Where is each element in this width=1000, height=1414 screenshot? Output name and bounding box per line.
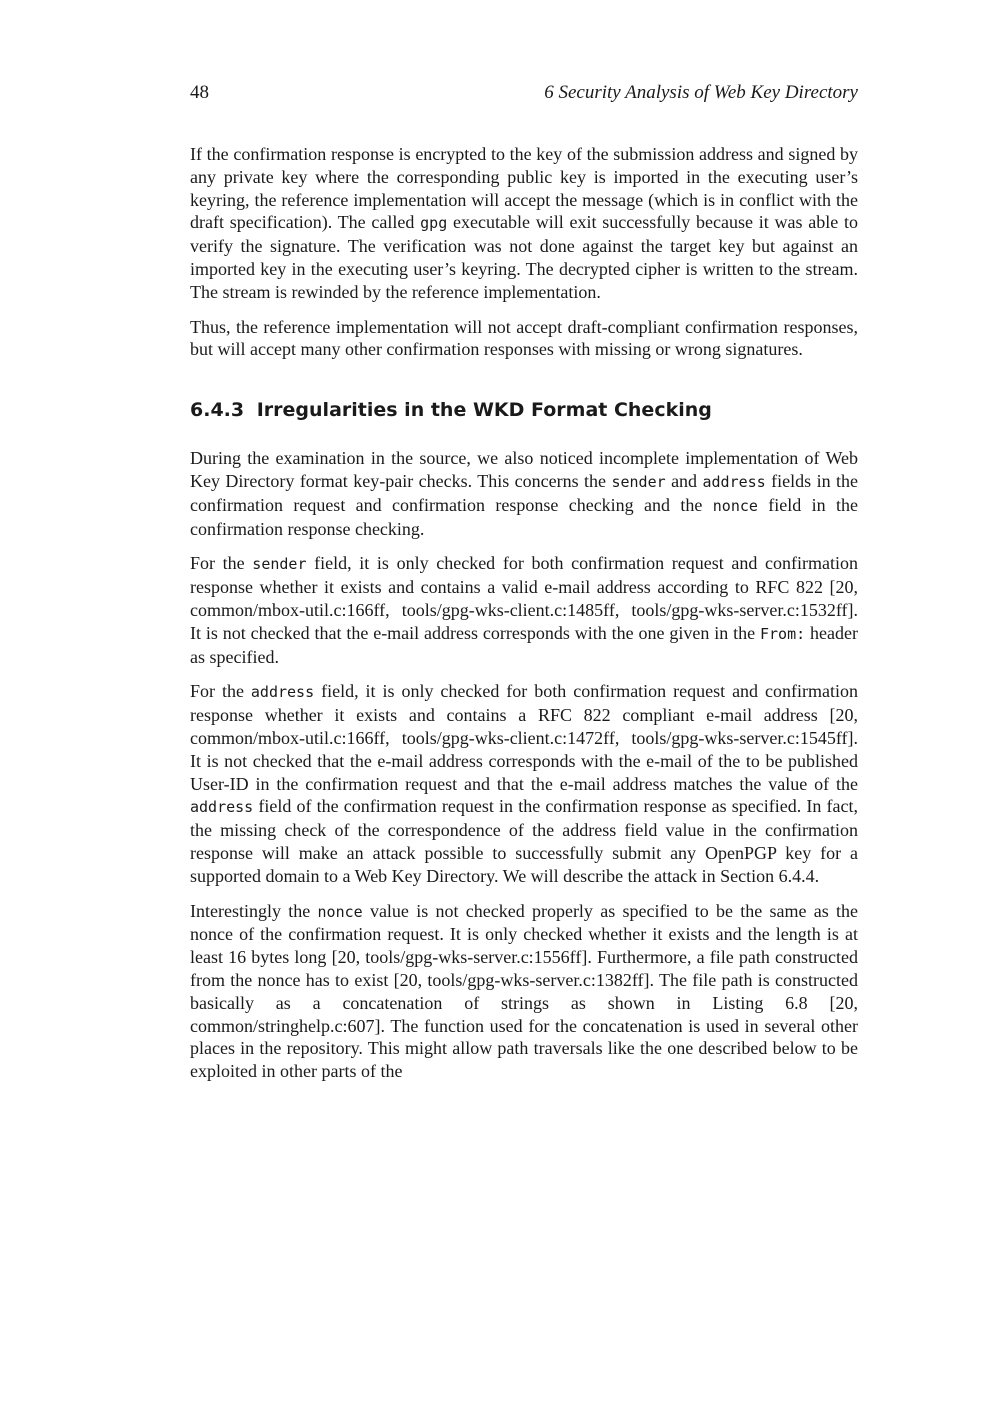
code-from-header: From:: [760, 624, 806, 643]
code-sender: sender: [252, 555, 307, 574]
paragraph-1: [190, 143, 858, 304]
paragraph-6: [190, 900, 858, 1083]
text-span: Interestingly the: [190, 900, 318, 921]
text-span: fields in the confirmation request and confirmation response checking and the: [190, 470, 858, 515]
code-nonce: nonce: [712, 496, 758, 515]
text-span: During the examination in the source, we also noticed incomplete implementation of Web Key Directory format key-pair checks. This concerns the: [190, 448, 858, 491]
text-span: field, it is only checked for both confirmation request and confirmation response whether it exists and contains a RFC 822 compliant e-mail address [20, common/mbox-util.c:166ff, tools/gpg-wks-client.c:1472ff, tools/gpg-wks-server.c:1545ff]. It is not checked that the e-mail address corresponds with the e-mail of the to be published User-ID in the confirmation request and that the e-mail address matches the value of the: [190, 681, 858, 794]
text-span: For the: [190, 681, 251, 702]
paragraph-4: [190, 552, 858, 668]
text-span: field in the confirmation response checking.: [190, 494, 858, 539]
text-span: executable will exit successfully because it was able to verify the signature. The verification was not done against the target key but against an imported key in the executing user’s keyring. The decrypted cipher is written to the stream. The stream is rewinded by the reference implementation.: [190, 212, 859, 302]
text-span: For the: [190, 553, 253, 574]
text-span: Thus, the reference implementation will not accept draft-compliant confirmation responses, but will accept many other confirmation responses with missing or wrong signatures.: [190, 316, 858, 360]
running-header: [190, 82, 858, 106]
text-span: If the confirmation response is encrypted to the key of the submission address and signed by any private key where the corresponding public key is imported in the executing user’s keyring, the reference implementation will accept the message (which is in conflict with the draft specification). The called: [190, 144, 858, 233]
text-span: header as specified.: [190, 622, 858, 667]
code-address: address: [250, 683, 315, 702]
code-address: address: [190, 798, 254, 817]
paragraph-3: [190, 447, 858, 540]
page-number: 48: [190, 82, 209, 103]
text-span: value is not checked properly as specified to be the same as the nonce of the confirmation request. It is only checked whether it exists and the length is at least 16 bytes long [20, tools/gpg-wks-server.c:1556ff]. Furthermore, a file path constructed from the nonce has to exist [20, tools/gpg-wks-server.c:1382ff]. The file path is constructed basically as a concatenation of strings as shown in Listing 6.8 [20, common/stringhelp.c:607]. The function used for the concatenation is used in several other places in the repository. This might allow path traversals like the one described below to be exploited in other parts of the: [190, 900, 858, 1082]
section-number: 6.4.3: [190, 399, 245, 422]
code-gpg: gpg: [420, 214, 448, 233]
text-span: field, it is only checked for both confirmation request and confirmation response whether it exists and contains a valid e-mail address according to RFC 822 [20, common/mbox-util.c:166ff, tools/gpg-wks-client.c:1485ff, tools/gpg-wks-server.c:1532ff]. It is not checked that the e-mail address corresponds with the one given in the: [190, 553, 858, 643]
section-title: Irregularities in the WKD Format Checking: [256, 399, 712, 422]
code-address: address: [702, 472, 766, 491]
text-span: field of the confirmation request in the confirmation response as specified. In fact, the missing check of the correspondence of the address field value in the confirmation response will make an attack possible to successfully submit any OpenPGP key for a supported domain to a Web Key Directory. We will describe the attack in Section 6.4.4.: [190, 796, 858, 886]
code-sender: sender: [611, 472, 666, 491]
chapter-title: 6 Security Analysis of Web Key Directory: [544, 82, 858, 103]
text-span: and: [665, 470, 703, 491]
code-nonce: nonce: [317, 902, 363, 921]
paragraph-2: [190, 316, 858, 362]
paragraph-5: [190, 680, 858, 887]
body-text: [190, 143, 858, 1095]
section-heading: [190, 397, 858, 423]
